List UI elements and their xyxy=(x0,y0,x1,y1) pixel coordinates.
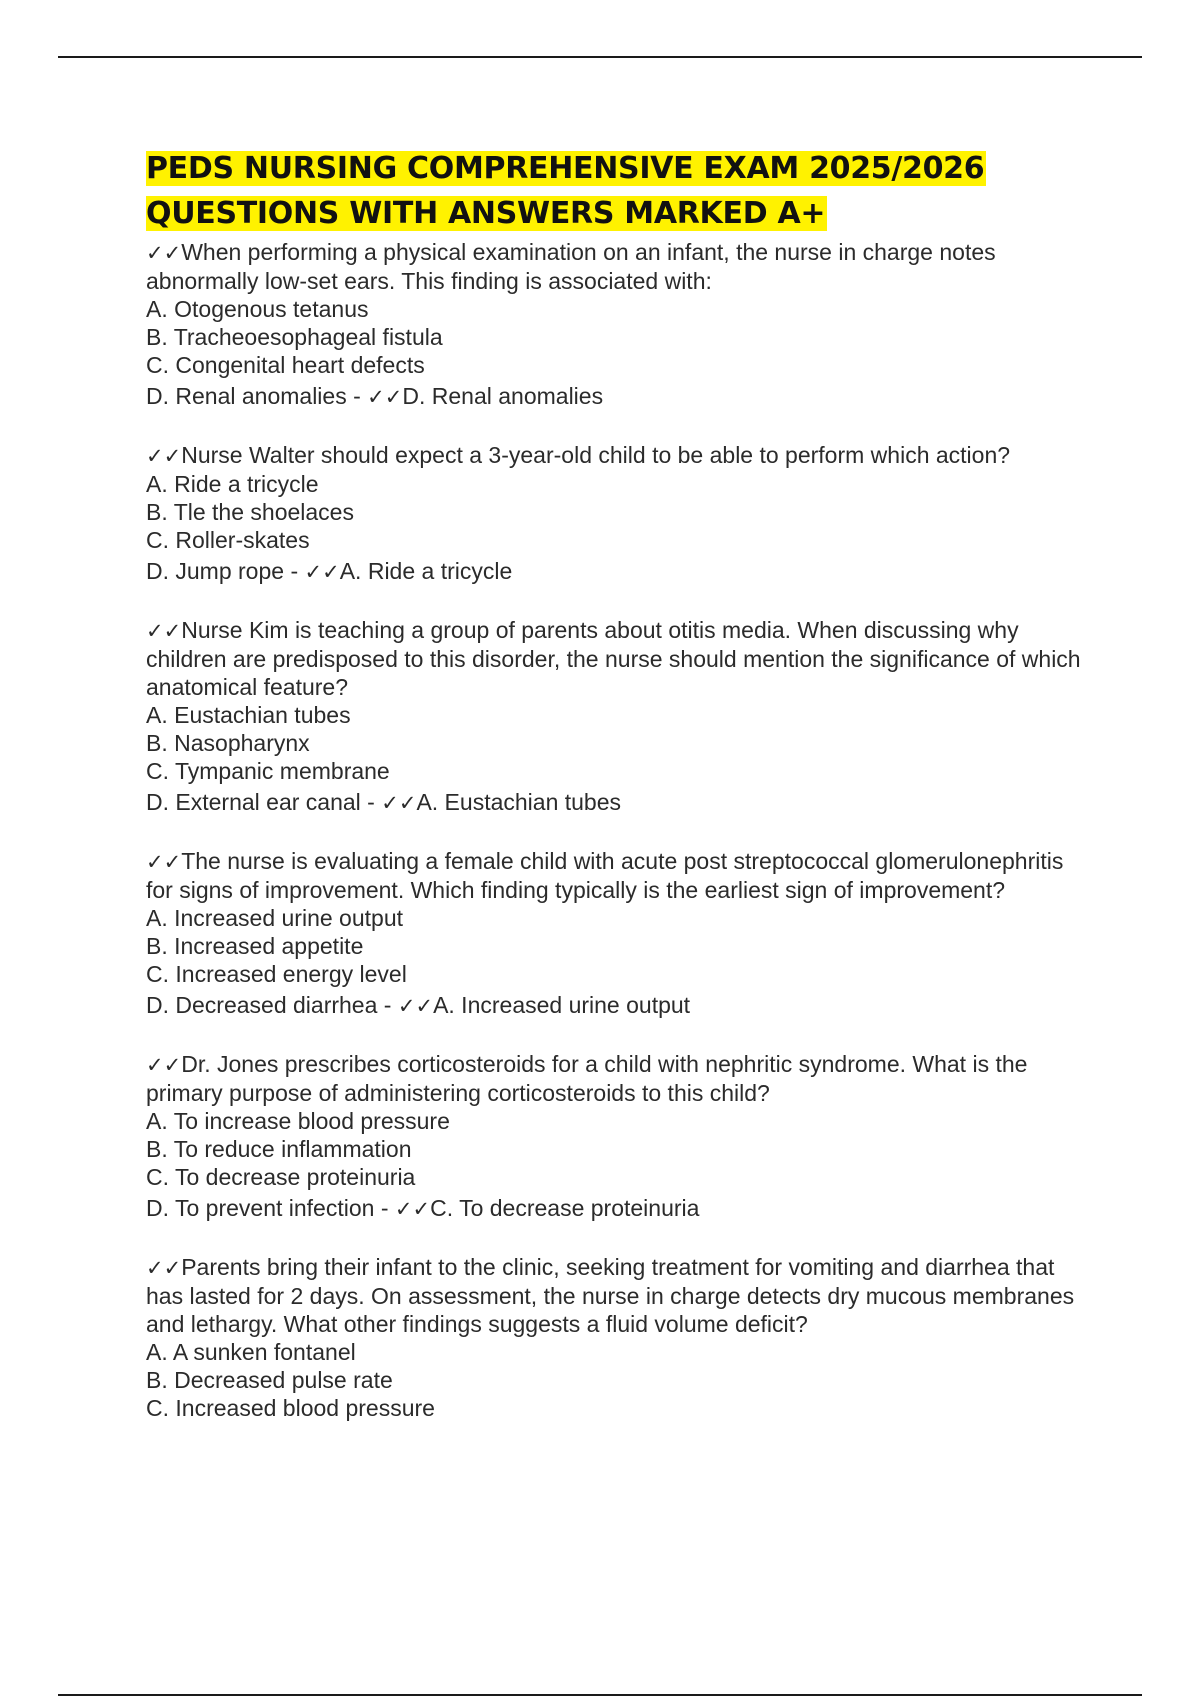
option-c: C. Increased blood pressure xyxy=(146,1395,435,1421)
question-text xyxy=(146,847,1086,904)
option-d: D. External ear canal xyxy=(146,789,361,815)
option-d: D. Jump rope xyxy=(146,558,285,584)
correct-answer: A. Ride a tricycle xyxy=(339,558,513,584)
question-text xyxy=(146,1050,1086,1107)
document-body xyxy=(146,146,1086,1452)
question-stem: The nurse is evaluating a female child with acute post streptococcal glomerulonephritis for signs of improvement. Which finding typically is the earliest sign of improvement? xyxy=(146,848,1064,903)
question-stem: Parents bring their infant to the clinic, seeking treatment for vomiting and diarrhea that has lasted for 2 days. On assessment, the nurse in charge detects dry mucous membranes and lethargy. What other findings suggests a fluid volume deficit? xyxy=(146,1254,1075,1337)
question-3 xyxy=(146,616,1086,817)
bottom-rule xyxy=(58,1694,1142,1696)
option-b: B. To reduce inflammation xyxy=(146,1136,412,1162)
option-c: C. Increased energy level xyxy=(146,961,407,987)
double-check-icon: ✓✓ xyxy=(146,241,182,265)
option-d-with-answer xyxy=(146,382,1086,411)
question-4 xyxy=(146,847,1086,1020)
double-check-icon: ✓✓ xyxy=(304,560,340,584)
option-d: D. To prevent infection xyxy=(146,1195,375,1221)
double-check-icon: ✓✓ xyxy=(146,1256,182,1280)
option-b: B. Tle the shoelaces xyxy=(146,499,354,525)
answer-separator: - xyxy=(374,1195,395,1221)
question-stem: Nurse Kim is teaching a group of parents about otitis media. When discussing why children are predisposed to this disorder, the nurse should mention the significance of which anatomical feature? xyxy=(146,617,1081,700)
option-b: B. Tracheoesophageal fistula xyxy=(146,324,443,350)
double-check-icon: ✓✓ xyxy=(394,1197,431,1221)
answer-separator: - xyxy=(377,992,398,1018)
question-text xyxy=(146,616,1086,701)
answer-separator: - xyxy=(360,789,382,815)
double-check-icon: ✓✓ xyxy=(146,444,182,468)
question-text xyxy=(146,441,1086,470)
correct-answer: A. Eustachian tubes xyxy=(416,789,622,815)
question-stem: Dr. Jones prescribes corticosteroids for a child with nephritic syndrome. What is the primary purpose of administering corticosteroids to this child? xyxy=(146,1051,1028,1106)
double-check-icon: ✓✓ xyxy=(146,1053,182,1077)
option-d: D. Renal anomalies xyxy=(146,383,347,409)
double-check-icon: ✓✓ xyxy=(146,850,182,874)
option-d-with-answer xyxy=(146,991,1086,1020)
option-b: B. Increased appetite xyxy=(146,933,364,959)
double-check-icon: ✓✓ xyxy=(397,994,434,1018)
question-text xyxy=(146,1253,1086,1338)
question-6 xyxy=(146,1253,1086,1422)
option-a: A. Eustachian tubes xyxy=(146,702,351,728)
question-stem: When performing a physical examination on an infant, the nurse in charge notes abnormally low-set ears. This finding is associated with: xyxy=(146,239,996,294)
answer-separator: - xyxy=(346,383,368,409)
title-line-1: PEDS NURSING COMPREHENSIVE EXAM 2025/2026 xyxy=(146,151,985,186)
option-b: B. Nasopharynx xyxy=(146,730,310,756)
option-d-with-answer xyxy=(146,788,1086,817)
option-a: A. Otogenous tetanus xyxy=(146,296,369,322)
title-line-2: QUESTIONS WITH ANSWERS MARKED A+ xyxy=(146,196,826,231)
correct-answer: A. Increased urine output xyxy=(433,992,691,1018)
question-1 xyxy=(146,238,1086,411)
double-check-icon: ✓✓ xyxy=(381,791,417,815)
option-d: D. Decreased diarrhea xyxy=(146,992,378,1018)
document-title xyxy=(146,146,1086,236)
option-a: A. A sunken fontanel xyxy=(146,1339,356,1365)
option-a: A. Increased urine output xyxy=(146,905,403,931)
correct-answer: C. To decrease proteinuria xyxy=(430,1195,700,1221)
double-check-icon: ✓✓ xyxy=(146,619,182,643)
option-d-with-answer xyxy=(146,557,1086,586)
question-5 xyxy=(146,1050,1086,1223)
question-text xyxy=(146,238,1086,295)
option-d-with-answer xyxy=(146,1194,1086,1223)
double-check-icon: ✓✓ xyxy=(367,385,403,409)
correct-answer: D. Renal anomalies xyxy=(402,383,604,409)
top-rule xyxy=(58,56,1142,58)
question-2 xyxy=(146,441,1086,586)
option-c: C. Roller-skates xyxy=(146,527,310,553)
option-c: C. Congenital heart defects xyxy=(146,352,425,378)
question-stem: Nurse Walter should expect a 3-year-old child to be able to perform which action? xyxy=(181,442,1011,468)
option-b: B. Decreased pulse rate xyxy=(146,1367,393,1393)
option-a: A. Ride a tricycle xyxy=(146,471,319,497)
option-a: A. To increase blood pressure xyxy=(146,1108,450,1134)
option-c: C. Tympanic membrane xyxy=(146,758,390,784)
answer-separator: - xyxy=(284,558,305,584)
option-c: C. To decrease proteinuria xyxy=(146,1164,416,1190)
